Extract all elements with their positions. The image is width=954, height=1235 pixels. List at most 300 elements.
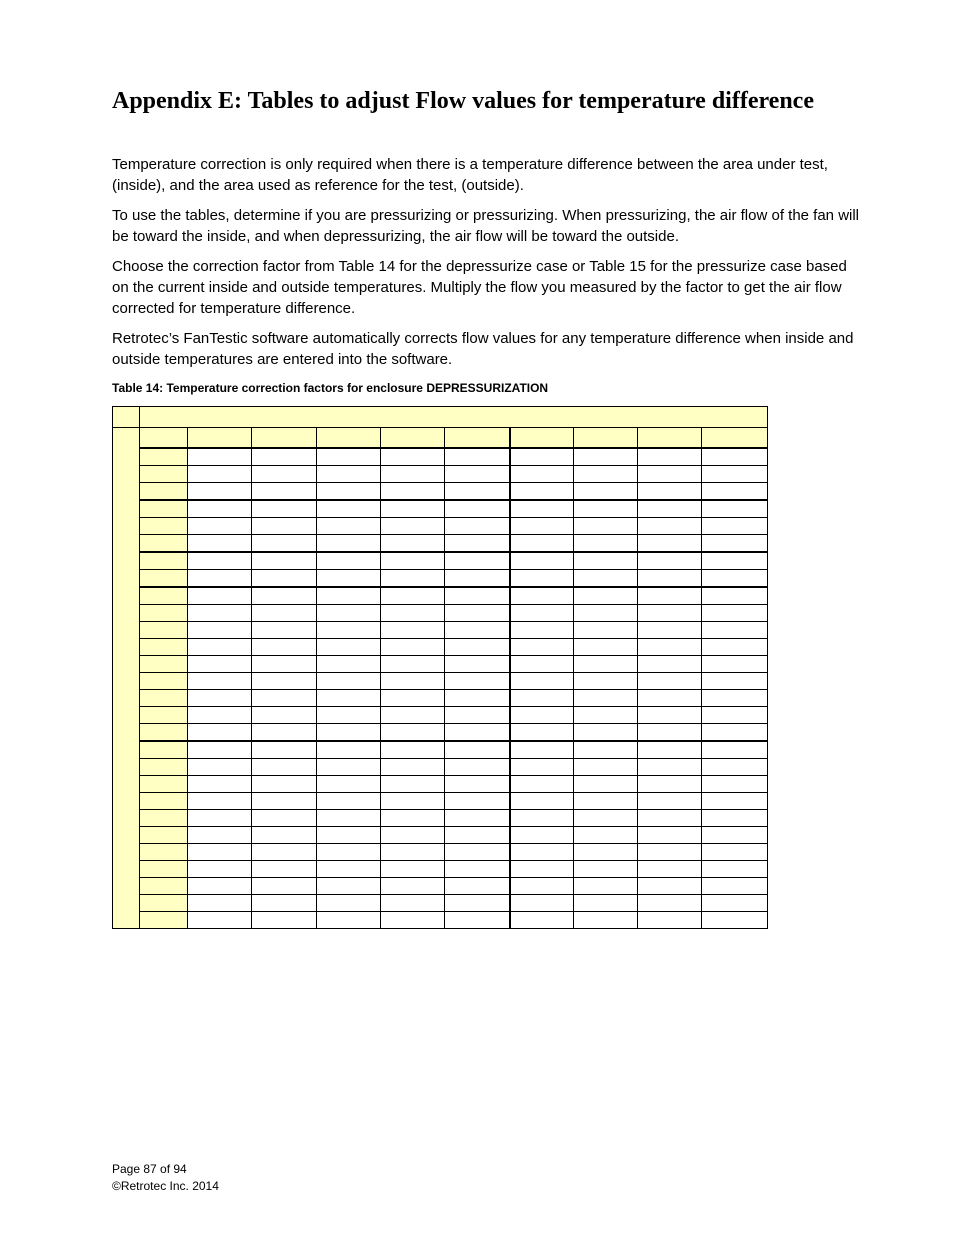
table-cell (317, 827, 381, 844)
row-header-cell (140, 466, 188, 483)
table-cell (574, 570, 638, 588)
correction-factor-grid (112, 406, 768, 929)
table-cell (574, 483, 638, 501)
table-cell (574, 912, 638, 929)
table-row (113, 895, 768, 912)
table-cell (317, 895, 381, 912)
table-cell (702, 827, 768, 844)
table-cell (381, 878, 445, 895)
table-cell (638, 639, 702, 656)
table-cell (317, 500, 381, 518)
table-row (113, 793, 768, 810)
table-cell (574, 844, 638, 861)
table-cell (381, 776, 445, 793)
table-cell (317, 844, 381, 861)
row-header-cell (140, 861, 188, 878)
table-cell (188, 605, 252, 622)
table-cell (317, 690, 381, 707)
table-cell (574, 622, 638, 639)
table-cell (574, 535, 638, 553)
table-header-banner (140, 407, 768, 428)
table-cell (252, 827, 317, 844)
table-cell (252, 448, 317, 466)
table-cell (445, 690, 510, 707)
table-cell (445, 827, 510, 844)
table-cell (317, 605, 381, 622)
paragraph-intro: Temperature correction is only required when there is a temperature difference between the area under test, (inside), and the area used as reference for the test, (outside). (112, 156, 828, 194)
table-cell (188, 895, 252, 912)
table-cell (381, 810, 445, 827)
table-cell (638, 605, 702, 622)
table-cell (317, 707, 381, 724)
table-row (113, 690, 768, 707)
table-cell (252, 552, 317, 570)
table-cell (574, 759, 638, 776)
table-cell (445, 605, 510, 622)
table-cell (381, 500, 445, 518)
table-row (113, 535, 768, 553)
table-cell (445, 810, 510, 827)
table-cell (702, 724, 768, 742)
table-cell (702, 448, 768, 466)
table-cell (445, 844, 510, 861)
table-cell (638, 656, 702, 673)
table-cell (252, 690, 317, 707)
row-header-cell (140, 912, 188, 929)
row-header-cell (140, 827, 188, 844)
row-header-cell (140, 518, 188, 535)
column-header-row (113, 428, 768, 449)
table-cell (702, 605, 768, 622)
table-cell (188, 793, 252, 810)
table-cell (381, 724, 445, 742)
row-header-cell (140, 810, 188, 827)
table-row (113, 810, 768, 827)
table-cell (638, 844, 702, 861)
table-row (113, 500, 768, 518)
table-cell (445, 741, 510, 759)
table-cell (702, 466, 768, 483)
table-cell (638, 759, 702, 776)
table-cell (317, 518, 381, 535)
table-cell (252, 622, 317, 639)
table-cell (252, 724, 317, 742)
table-row (113, 656, 768, 673)
table-cell (381, 535, 445, 553)
column-header-cell (381, 428, 445, 449)
table-cell (445, 552, 510, 570)
table-row (113, 861, 768, 878)
table-cell (252, 861, 317, 878)
table-cell (574, 776, 638, 793)
table-cell (381, 570, 445, 588)
table-cell (252, 639, 317, 656)
table-cell (188, 861, 252, 878)
table-cell (188, 776, 252, 793)
table-cell (381, 518, 445, 535)
table-cell (510, 639, 574, 656)
table-cell (252, 500, 317, 518)
table-cell (638, 518, 702, 535)
table-cell (252, 793, 317, 810)
table-cell (574, 587, 638, 605)
page-number: Page 87 of 94 (112, 1162, 187, 1176)
table-cell (638, 535, 702, 553)
table-cell (510, 827, 574, 844)
table-row (113, 587, 768, 605)
table-cell (638, 895, 702, 912)
row-header-cell (140, 759, 188, 776)
table-row (113, 673, 768, 690)
table-cell (510, 793, 574, 810)
table-cell (574, 793, 638, 810)
table-cell (510, 690, 574, 707)
table-cell (252, 587, 317, 605)
table-cell (381, 912, 445, 929)
table-row (113, 466, 768, 483)
table-cell (445, 483, 510, 501)
row-header-cell (140, 448, 188, 466)
table-cell (638, 878, 702, 895)
table-cell (252, 878, 317, 895)
table-cell (188, 810, 252, 827)
table-cell (510, 535, 574, 553)
table-cell (574, 639, 638, 656)
table-cell (252, 707, 317, 724)
table-cell (638, 741, 702, 759)
table-cell (317, 759, 381, 776)
table-cell (317, 535, 381, 553)
table-cell (381, 656, 445, 673)
table-cell (702, 535, 768, 553)
table-cell (252, 776, 317, 793)
table-cell (252, 466, 317, 483)
row-header-cell (140, 895, 188, 912)
table-cell (317, 793, 381, 810)
row-header-cell (140, 552, 188, 570)
table-cell (188, 912, 252, 929)
row-header-cell (140, 483, 188, 501)
table-cell (445, 861, 510, 878)
table-cell (574, 466, 638, 483)
row-header-cell (140, 707, 188, 724)
table-cell (510, 844, 574, 861)
table-cell (574, 707, 638, 724)
table-cell (381, 759, 445, 776)
table-cell (445, 707, 510, 724)
table-cell (574, 810, 638, 827)
paragraph-choose-factor: Choose the correction factor from Table 14 for the depressurize case or Table 15 for the pressurize case based on the current inside and outside temperatures. Multiply the flow you measured by the factor to get the air flow corrected for temperature difference. (112, 258, 847, 317)
table-cell (510, 673, 574, 690)
table-cell (188, 552, 252, 570)
table-cell (188, 878, 252, 895)
table-cell (510, 570, 574, 588)
table-cell (445, 639, 510, 656)
table-cell (702, 500, 768, 518)
table-cell (510, 518, 574, 535)
table-cell (445, 570, 510, 588)
table-cell (188, 639, 252, 656)
table-caption: Table 14: Temperature correction factors for enclosure DEPRESSURIZATION (112, 381, 549, 395)
copyright: ©Retrotec Inc. 2014 (112, 1179, 219, 1193)
table-cell (317, 552, 381, 570)
table-cell (188, 844, 252, 861)
table-cell (638, 622, 702, 639)
table-cell (574, 878, 638, 895)
table-row (113, 776, 768, 793)
table-cell (702, 810, 768, 827)
table-cell (317, 861, 381, 878)
table-cell (638, 448, 702, 466)
table-cell (510, 810, 574, 827)
column-header-cell (510, 428, 574, 449)
table-row (113, 448, 768, 466)
column-header-cell (317, 428, 381, 449)
table-corner-cell (113, 407, 140, 428)
table-cell (638, 827, 702, 844)
table-cell (381, 483, 445, 501)
table-cell (510, 448, 574, 466)
table-cell (317, 587, 381, 605)
table-cell (638, 793, 702, 810)
row-axis-label-cell (113, 428, 140, 929)
row-header-cell (140, 656, 188, 673)
row-header-cell (140, 587, 188, 605)
table-cell (381, 741, 445, 759)
table-cell (252, 895, 317, 912)
table-cell (252, 759, 317, 776)
table-cell (574, 448, 638, 466)
table-cell (317, 673, 381, 690)
table-cell (188, 500, 252, 518)
table-cell (638, 810, 702, 827)
table-cell (445, 724, 510, 742)
table-cell (317, 622, 381, 639)
table-row (113, 483, 768, 501)
table-cell (702, 861, 768, 878)
table-cell (510, 707, 574, 724)
table-cell (252, 483, 317, 501)
table-cell (510, 605, 574, 622)
table-cell (381, 605, 445, 622)
table-cell (317, 448, 381, 466)
table-cell (510, 587, 574, 605)
table-cell (188, 656, 252, 673)
column-header-cell (252, 428, 317, 449)
table-cell (317, 570, 381, 588)
row-header-cell (140, 844, 188, 861)
table-cell (510, 622, 574, 639)
table-row (113, 639, 768, 656)
page-title: Appendix E: Tables to adjust Flow values for temperature difference (112, 88, 814, 114)
table-cell (510, 776, 574, 793)
table-row (113, 912, 768, 929)
table-cell (445, 793, 510, 810)
table-cell (381, 690, 445, 707)
table-cell (445, 776, 510, 793)
table-cell (574, 690, 638, 707)
table-cell (188, 448, 252, 466)
table-cell (445, 535, 510, 553)
table-cell (638, 673, 702, 690)
correction-factor-table (112, 406, 767, 927)
table-cell (574, 656, 638, 673)
table-row (113, 707, 768, 724)
table-row (113, 741, 768, 759)
table-cell (510, 912, 574, 929)
table-cell (188, 483, 252, 501)
row-header-cell (140, 639, 188, 656)
table-cell (381, 844, 445, 861)
table-cell (381, 552, 445, 570)
table-cell (445, 518, 510, 535)
table-cell (381, 861, 445, 878)
column-header-cell (574, 428, 638, 449)
table-cell (252, 741, 317, 759)
row-header-cell (140, 741, 188, 759)
table-cell (702, 483, 768, 501)
table-cell (317, 656, 381, 673)
table-cell (702, 912, 768, 929)
table-cell (638, 500, 702, 518)
table-cell (638, 912, 702, 929)
table-cell (445, 622, 510, 639)
table-cell (702, 639, 768, 656)
row-header-cell (140, 776, 188, 793)
row-header-cell (140, 570, 188, 588)
table-cell (252, 844, 317, 861)
table-cell (445, 656, 510, 673)
table-title-row (113, 407, 768, 428)
table-cell (638, 570, 702, 588)
table-cell (317, 466, 381, 483)
table-cell (317, 912, 381, 929)
table-cell (638, 724, 702, 742)
row-header-cell (140, 535, 188, 553)
table-cell (510, 861, 574, 878)
table-cell (317, 776, 381, 793)
column-header-cell (445, 428, 510, 449)
table-cell (638, 483, 702, 501)
table-cell (702, 690, 768, 707)
table-cell (574, 500, 638, 518)
table-row (113, 844, 768, 861)
paragraph-direction: To use the tables, determine if you are pressurizing or pressurizing. When pressurizing, the air flow of the fan will be toward the inside, and when depressurizing, the air flow will be toward the outside. (112, 207, 860, 245)
table-cell (702, 844, 768, 861)
table-cell (317, 741, 381, 759)
row-header-cell (140, 500, 188, 518)
table-cell (445, 912, 510, 929)
row-header-cell (140, 793, 188, 810)
table-cell (188, 690, 252, 707)
table-cell (574, 741, 638, 759)
table-cell (445, 587, 510, 605)
table-cell (317, 810, 381, 827)
table-cell (702, 552, 768, 570)
table-cell (702, 776, 768, 793)
table-cell (188, 466, 252, 483)
row-header-cell (140, 724, 188, 742)
table-cell (702, 587, 768, 605)
table-cell (702, 707, 768, 724)
table-cell (638, 466, 702, 483)
table-cell (188, 741, 252, 759)
table-cell (510, 483, 574, 501)
table-cell (252, 535, 317, 553)
table-row (113, 724, 768, 742)
row-header-cell (140, 428, 188, 449)
table-cell (188, 587, 252, 605)
table-cell (638, 690, 702, 707)
table-cell (574, 518, 638, 535)
table-row (113, 759, 768, 776)
table-cell (445, 448, 510, 466)
table-cell (381, 895, 445, 912)
row-header-cell (140, 878, 188, 895)
table-cell (188, 827, 252, 844)
table-cell (702, 895, 768, 912)
table-cell (574, 827, 638, 844)
table-row (113, 518, 768, 535)
paragraph-software: Retrotec’s FanTestic software automatically corrects flow values for any temperature difference when inside and outside temperatures are entered into the software. (112, 330, 854, 368)
table-cell (188, 535, 252, 553)
table-cell (252, 570, 317, 588)
table-cell (252, 810, 317, 827)
table-cell (381, 793, 445, 810)
table-cell (510, 466, 574, 483)
table-cell (381, 466, 445, 483)
table-cell (702, 518, 768, 535)
table-cell (381, 622, 445, 639)
table-row (113, 622, 768, 639)
table-cell (317, 724, 381, 742)
table-cell (445, 895, 510, 912)
table-cell (574, 552, 638, 570)
row-header-cell (140, 673, 188, 690)
table-cell (510, 759, 574, 776)
table-cell (188, 724, 252, 742)
table-cell (252, 605, 317, 622)
table-cell (638, 587, 702, 605)
table-cell (188, 518, 252, 535)
table-cell (445, 878, 510, 895)
table-cell (381, 448, 445, 466)
table-cell (702, 622, 768, 639)
row-header-cell (140, 622, 188, 639)
row-header-cell (140, 690, 188, 707)
table-row (113, 878, 768, 895)
table-cell (381, 673, 445, 690)
table-cell (445, 759, 510, 776)
table-cell (638, 707, 702, 724)
table-cell (702, 759, 768, 776)
table-cell (702, 673, 768, 690)
table-cell (445, 466, 510, 483)
table-cell (381, 707, 445, 724)
table-cell (381, 827, 445, 844)
table-cell (445, 673, 510, 690)
table-cell (702, 741, 768, 759)
table-cell (510, 656, 574, 673)
table-cell (252, 656, 317, 673)
table-cell (574, 861, 638, 878)
table-cell (638, 552, 702, 570)
table-row (113, 827, 768, 844)
table-cell (252, 518, 317, 535)
table-cell (702, 570, 768, 588)
table-cell (445, 500, 510, 518)
table-cell (574, 673, 638, 690)
